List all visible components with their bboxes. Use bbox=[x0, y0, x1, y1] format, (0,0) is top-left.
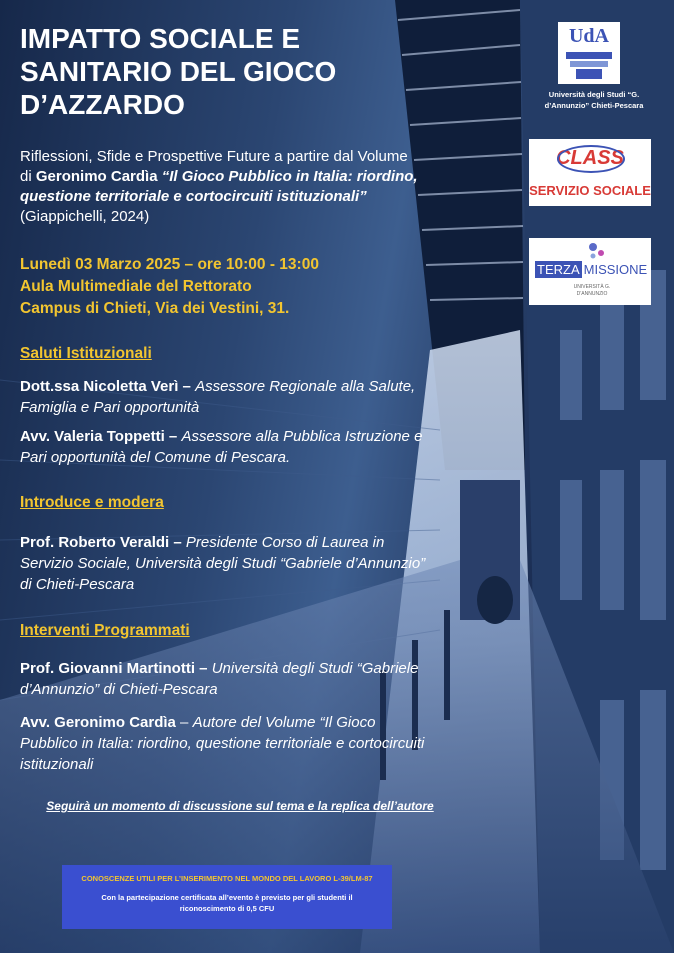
speaker-toppetti bbox=[20, 426, 430, 468]
university-logo bbox=[558, 22, 620, 84]
class-orbit-icon bbox=[557, 145, 625, 173]
speaker-role: Università degli Studi “Gabriele d’Annunzio” di Chieti-Pescara bbox=[20, 660, 419, 698]
poster-title: IMPATTO SOCIALE E SANITARIO DEL GIOCO D’AZZARDO bbox=[20, 23, 337, 120]
info-line-2: Con la partecipazione certificata all’evento è previsto per gli studenti il riconoscimento di 0,5 CFU bbox=[101, 893, 353, 913]
subtitle bbox=[20, 147, 420, 227]
terza-word: TERZA bbox=[537, 262, 580, 277]
speaker-role: Autore del Volume “Il Gioco Pubblico in Italia: riordino, questione territoriale e cortocircuiti istituzionali bbox=[20, 714, 425, 773]
speaker-name: Prof. Roberto Veraldi – bbox=[20, 534, 182, 551]
info-line-1: CONOSCENZE UTILI PER L’INSERIMENTO NEL MONDO DEL LAVORO L-39/LM-87 bbox=[81, 874, 373, 883]
cfu-info-box bbox=[62, 865, 392, 929]
speaker-veraldi bbox=[20, 532, 430, 595]
class-logo-subtext: SERVIZIO SOCIALE bbox=[529, 183, 651, 198]
speaker-dash: – bbox=[180, 714, 189, 731]
missione-word: MISSIONE bbox=[583, 262, 648, 277]
speaker-martinotti bbox=[20, 658, 430, 700]
speaker-veri bbox=[20, 376, 430, 418]
speaker-cardia bbox=[20, 712, 430, 775]
subtitle-book-title: “Il Gioco Pubblico in Italia: riordino, questione territoriale e cortocircuiti istituzionali” bbox=[20, 168, 418, 205]
section-heading-modera: Introduce e modera bbox=[20, 494, 164, 511]
speaker-name: Prof. Giovanni Martinotti – bbox=[20, 660, 208, 677]
speaker-role: Assessore alla Pubblica Istruzione e Pari opportunità del Comune di Pescara. bbox=[20, 428, 423, 466]
terza-missione-subtext: UNIVERSITÀ G. D’ANNUNZIO bbox=[573, 284, 611, 297]
subtitle-author: Geronimo Cardìa bbox=[35, 168, 158, 185]
class-logo-text: CLASS bbox=[556, 147, 624, 169]
event-details bbox=[20, 254, 420, 320]
event-place: Campus di Chieti, Via dei Vestini, 31. bbox=[20, 300, 290, 317]
speaker-name: Avv. Geronimo Cardìa bbox=[20, 714, 176, 731]
uda-logo-text: UdA bbox=[568, 25, 609, 47]
speaker-name: Dott.ssa Nicoletta Verì – bbox=[20, 378, 191, 395]
university-caption: Università degli Studi “G. d’Annunzio” Chieti-Pescara bbox=[544, 90, 644, 110]
speaker-role: Assessore Regionale alla Salute, Famiglia e Pari opportunità bbox=[20, 378, 416, 416]
section-heading-interventi: Interventi Programmati bbox=[20, 622, 190, 639]
subtitle-publisher: (Giappichelli, 2024) bbox=[20, 208, 150, 225]
terza-missione-text bbox=[535, 262, 647, 277]
class-logo bbox=[529, 139, 651, 206]
subtitle-lead: Riflessioni, Sfide e Prospettive Future a partire dal Volume di bbox=[20, 148, 408, 185]
closing-note: Seguirà un momento di discussione sul tema e la replica dell’autore bbox=[46, 799, 434, 813]
event-room: Aula Multimediale del Rettorato bbox=[20, 278, 252, 295]
dots-icon bbox=[587, 242, 607, 260]
speaker-name: Avv. Valeria Toppetti – bbox=[20, 428, 178, 445]
event-datetime: Lunedì 03 Marzo 2025 – ore 10:00 - 13:00 bbox=[20, 256, 319, 273]
university-building-icon bbox=[566, 52, 612, 80]
terza-missione-logo bbox=[529, 238, 651, 305]
section-heading-saluti: Saluti Istituzionali bbox=[20, 345, 152, 362]
speaker-role: Presidente Corso di Laurea in Servizio Sociale, Università degli Studi “Gabriele d’Annunzio” di Chieti-Pescara bbox=[20, 534, 426, 593]
